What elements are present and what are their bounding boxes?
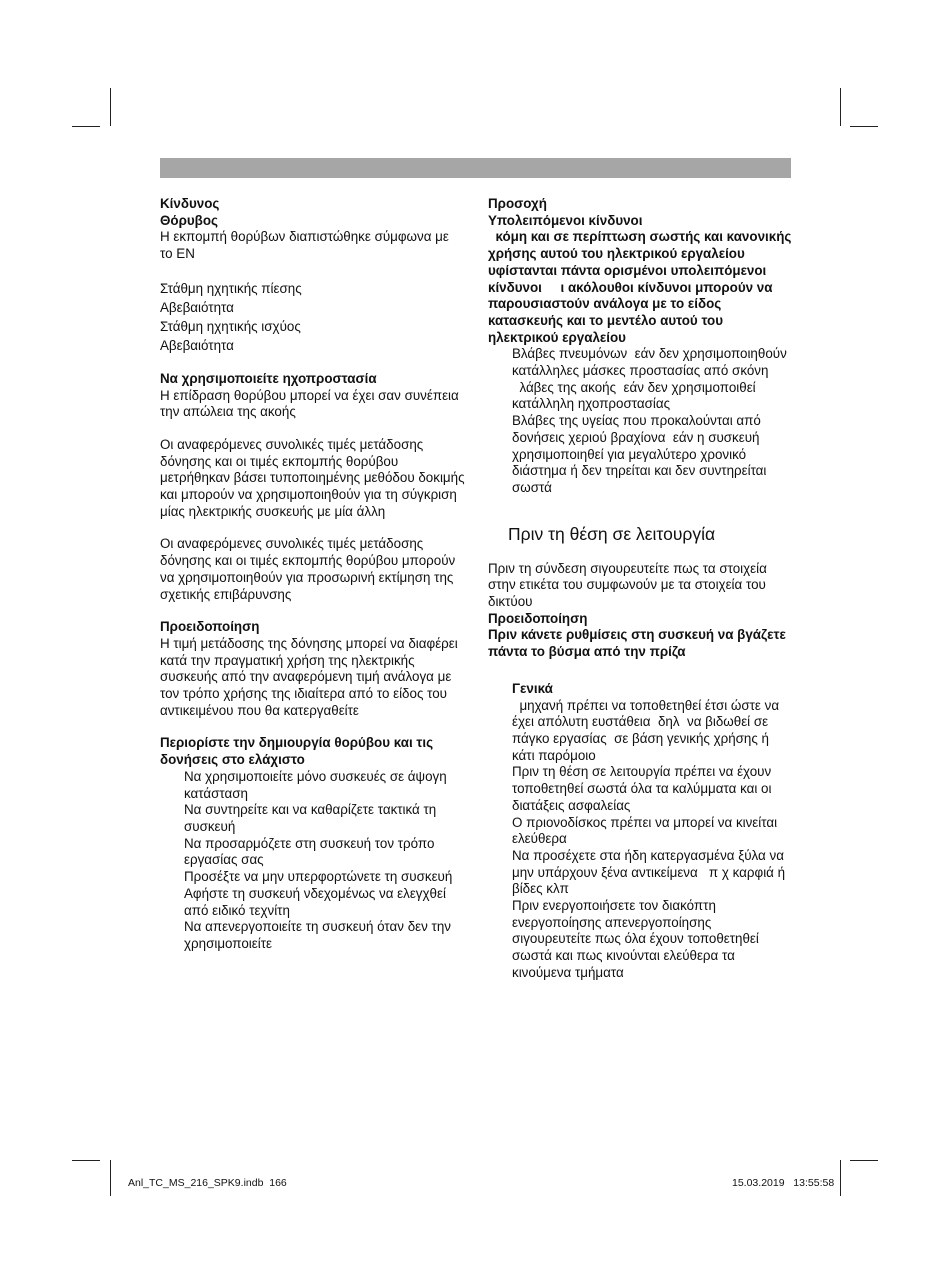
crop-mark [72, 126, 100, 127]
residual-title: Υπολειπόμενοι κίνδυνοι [488, 212, 643, 228]
warning-title: Προειδοποίηση [160, 619, 260, 635]
danger-title: Κίνδυνος [160, 196, 220, 211]
crop-mark [110, 1160, 111, 1196]
footer-date: 15.03.2019 13:55:58 [732, 1177, 835, 1189]
list-item: Αφήστε τη συσκευή νδεχομένως να ελεγχθεί από ειδικό τεχνίτη [184, 885, 446, 918]
measure-item: Στάθμη ηχητικής πίεσης [160, 280, 302, 296]
measure-item: Αβεβαιότητα [160, 337, 234, 353]
risk-item: λάβες της ακοής εάν δεν χρησιμοποιθεί κατάλληλη ηχοπροστασίας [512, 379, 760, 412]
measure-item: Στάθμη ηχητικής ισχύος [160, 318, 301, 334]
footer-file: Anl_TC_MS_216_SPK9.indb 166 [128, 1177, 287, 1189]
limit-title: Περιορίστε την δημιουργία θορύβου και τις δονήσεις στο ελάχιστο [160, 735, 434, 768]
general-title: Γενικά [512, 680, 553, 696]
warning-title: Προειδοποίηση [488, 610, 588, 626]
crop-mark [840, 88, 841, 126]
warning-text: Πριν κάνετε ρυθμίσεις στη συσκευή να βγάζετε πάντα το βύσμα από την πρίζα [488, 627, 786, 660]
risk-item: Βλάβες πνευμόνων εάν δεν χρησιμοποιηθούν κατάλληλες μάσκες προστασίας από σκόνη [512, 346, 791, 379]
general-item: Πριν τη θέση σε λειτουργία πρέπει να έχουν τοποθετηθεί σωστά όλα τα καλύμματα και οι διατάξεις ασφαλείας [512, 764, 776, 813]
noise-text: Η εκπομπή θορύβων διαπιστώθηκε σύμφωνα με το EN [160, 229, 449, 262]
general-item: Ο πριονοδίσκος πρέπει να μπορεί να κινείται ελεύθερα [512, 814, 781, 847]
list-item: Να συντηρείτε και να καθαρίζετε τακτικά τη συσκευή [184, 802, 437, 834]
right-column [488, 196, 796, 982]
list-item: Να απενεργοποιείτε τη συσκευή όταν δεν την χρησιμοποιείτε [184, 919, 451, 951]
paragraph: Οι αναφερόμενες συνολικές τιμές μετάδοσης δόνησης και οι τιμές εκπομπής θορύβου μπορούν να χρησιμοποιηθούν για προσωρινή εκτίμηση της σχετικής επιβάρυνσης [160, 536, 456, 602]
noise-title: Θόρυβος [160, 212, 218, 228]
crop-mark [850, 126, 878, 127]
warning-text: Η τιμή μετάδοσης της δόνησης μπορεί να διαφέρει κατά την πραγματική χρήση της ηλεκτρικής συσκευής από την αναφερόμενη τιμή ανάλογα με τον τρόπο χρήσης της ιδιαίτερα από το είδος του αντικειμένου που θα κατεργαθείτε [160, 635, 458, 718]
section-heading: Πριν τη θέση σε λειτουργία [508, 523, 716, 544]
list-item: Προσέξτε να μην υπερφορτώνετε τη συσκευή [184, 869, 453, 885]
crop-mark [110, 88, 111, 126]
header-bar [160, 158, 791, 178]
paragraph: Οι αναφερόμενες συνολικές τιμές μετάδοσης δόνησης και οι τιμές εκπομπής θορύβου μετρήθηκαν βάσει τυποποιημένης μεθόδου δοκιμής και μπορούν να χρησιμοποιηθούν για τη σύγκριση μίας ηλεκτρικής συσκευής με μία άλλη [160, 436, 465, 519]
measure-item: Αβεβαιότητα [160, 299, 234, 315]
residual-text: κόμη και σε περίπτωση σωστής και κανονικής χρήσης αυτού του ηλεκτρικού εργαλείου υφίστανται πάντα ορισμένοι υπολειπόμενοι κίνδυνοι ι ακόλουθοι κίνδυνοι μπορούν να παρουσιαστούν ανάλογα με το είδος κατασκευής και το μεντέλο αυτού του ηλεκτρικού εργαλείου [488, 229, 796, 345]
connect-text: Πριν τη σύνδεση σιγουρευτείτε πως τα στοιχεία στην ετικέτα του συμφωνούν με τα στοιχεία του δικτύου [488, 560, 767, 610]
list-item: Να προσαρμόζετε στη συσκευή τον τρόπο εργασίας σας [184, 835, 435, 868]
crop-mark [840, 1160, 841, 1196]
general-item: μηχανή πρέπει να τοποθετηθεί έτσι ώστε να έχει απόλυτη ευστάθεια δηλ να βιδωθεί σε πάγκο εργασίας σε βάση γενικής χρήσης ή κάτι παρόμοιο [512, 697, 783, 763]
crop-mark [72, 1160, 100, 1161]
list-item: Να χρησιμοποιείτε μόνο συσκευές σε άψογη κατάσταση [184, 768, 447, 801]
hearing-text: Η επίδραση θορύβου μπορεί να έχει σαν συνέπεια την απώλεια της ακοής [160, 387, 459, 420]
crop-mark [850, 1160, 878, 1161]
risk-item: Βλάβες της υγείας που προκαλούνται από δονήσεις χεριού βραχίονα εάν η συσκευή χρησιμοποιηθεί για μεγαλύτερο χρονικό διάστημα ή δεν τηρείται και δεν συντηρείται σωστά [512, 413, 771, 495]
general-item: Πριν ενεργοποιήσετε τον διακόπτη ενεργοποίησης απενεργοποίησης σιγουρευτείτε πως όλα έχουν τοποθετηθεί σωστά και πως κινούνται ελεύθερα τα κινούμενα τμήματα [512, 898, 763, 980]
hearing-title: Να χρησιμοποιείτε ηχοπροστασία [160, 370, 377, 386]
caution-title: Προσοχή [488, 196, 547, 211]
left-column [160, 196, 465, 953]
general-item: Να προσέχετε στα ήδη κατεργασμένα ξύλα να μην υπάρχουν ξένα αντικείμενα π χ καρφιά ή βίδες κλπ [512, 847, 789, 897]
